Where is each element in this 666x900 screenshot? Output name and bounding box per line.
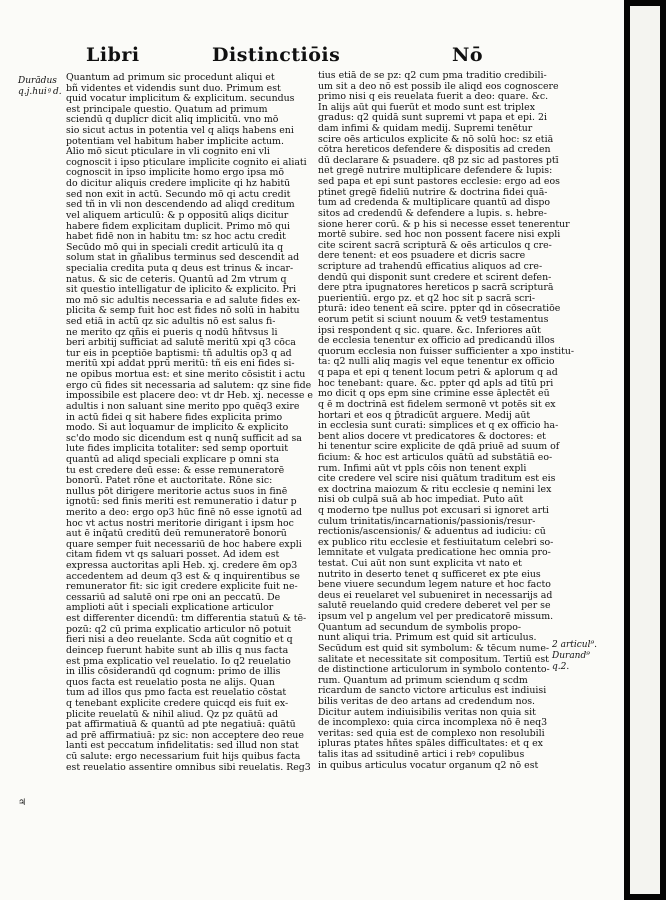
text-line: in ecclesia sunt curati: simplices et q ex officio ha-: [318, 420, 559, 432]
text-line: bent alios docere vt predicatores & doctores: et: [318, 430, 546, 442]
text-line: tum ad credenda & multiplicare quantū ad dispo: [318, 197, 551, 209]
header-left: Libri: [86, 44, 140, 66]
text-line: ex publico ritu ecclesie et festiuitatum celebri so-: [318, 536, 554, 548]
text-line: natus. & sic de ceteris. Quantū ad 2m vtrum q: [66, 273, 287, 285]
text-line: accedentem ad deum q3 est & q inquirentibus se: [66, 570, 300, 582]
margin-note-line: q.j.huiꝰ d.: [18, 87, 62, 97]
margin-note-line: 2 articul⁹.: [552, 640, 597, 650]
text-line: mo dicit q ops epm sine crimine esse āplectēt eū: [318, 388, 550, 400]
text-line: Alio mō sicut pticulare in vli cognito eni vli: [66, 146, 270, 158]
text-line: ad prē affirmatiuā: pz sic: non acceptere deo reue: [66, 729, 304, 741]
text-line: est principale questio. Quatum ad primum: [66, 103, 268, 115]
text-line: in quibus articulus vocatur organum q2 nō est: [318, 759, 539, 771]
text-line: ergo cū fides sit necessaria ad salutem: qz sine fide: [66, 379, 312, 391]
text-line: eorum petit si sciunt nouum & vet9 testamentus: [318, 314, 549, 326]
text-line: talis itas ad ssitudinē artici i rebꝰ copulibus: [318, 749, 525, 760]
text-line: ta: q2 nulli aliq magis vel eque tenentur ex officio: [318, 356, 555, 368]
text-line: tius etiā de se pz: q2 cum pma traditio credibili-: [318, 70, 547, 81]
text-line: meritū xpi addat pprū meritū: tñ eis eni fides si-: [66, 358, 295, 370]
text-line: ne opibus mortua est: et sine merito cōsistit i actu: [66, 369, 306, 381]
text-line: bene viuere secundum legem nature et hoc facto: [318, 579, 551, 591]
text-line: rum. Quantum ad primum sciendum q scdm: [318, 674, 528, 686]
text-line: cū salute: ergo necessarium fuit hijs quibus facta: [66, 751, 301, 762]
text-line: modo. Si aut loquamur de implicito & explicito: [66, 422, 289, 434]
text-line: cessariū ad salutē oni rpe oni an peccatū. De: [66, 591, 281, 603]
text-line: nisi ob culpā suā ab hoc impediat. Puto aūt: [318, 494, 524, 506]
left-text-column: [66, 72, 313, 773]
margin-note-line: q.2.: [552, 662, 570, 672]
text-line: est differenter dicendū: tm differentia statuū & tē-: [66, 613, 307, 625]
text-line: nunt aliqui tria. Primum est quid sit articulus.: [318, 632, 537, 644]
text-line: dere ptra ipugnatores hereticos p sacrā scripturā: [318, 282, 554, 294]
text-line: Secūdo mō qui in speciali credit articulū ita q: [66, 241, 284, 253]
text-line: rum. Infimi aūt vt ppls cōis non tenent expli: [318, 462, 527, 474]
text-line: sit questio intelligatur de iplicito & explicito. Pri: [66, 284, 297, 296]
text-line: do dicitur aliquis credere implicite qi hz habitū: [66, 178, 291, 190]
text-line: quos facta est reuelatio posta ne alijs. Quan: [66, 676, 275, 688]
text-line: lemnitate et vulgata predicatione hec omnia pro-: [318, 547, 551, 559]
text-line: hoc vt actus nostri meritorie dirigant i ipsm hoc: [66, 517, 294, 529]
text-line: cite credere vel scire nisi quātum traditum est eis: [318, 473, 556, 485]
next-page-edge: [624, 0, 666, 900]
text-line: Quantum ad primum sic procedunt aliqui et: [66, 72, 275, 83]
header-center: Distinctiōis: [212, 44, 341, 66]
text-line: Secūdum est quid sit symbolum: & tēcum nume-: [318, 642, 550, 654]
text-line: nutrito in deserto tenet q sufficeret ex pte eius: [318, 568, 541, 580]
text-line: Quantum ad secundum de symbolis propo-: [318, 621, 522, 633]
text-line: q tenebant explicite credere quicqd eis fuit ex-: [66, 697, 289, 709]
text-line: plicita & semp fuit hoc est fides nō solū in habitu: [66, 305, 300, 317]
text-line: expressa auctoritas apli Heb. xj. credere ēm op3: [66, 560, 298, 572]
text-line: sed etiā in actū qz sic adultis nō est salus fi-: [66, 316, 276, 328]
text-line: sc'do modo sic dicendum est q nunq̄ sufficit ad sa: [66, 432, 302, 444]
text-line: pat affirmatiuā & quantū ad pte negatiuā: quātū: [66, 719, 296, 731]
text-line: habere fidem explicitam duplicit. Primo mō qui: [66, 220, 291, 232]
text-line: veritas: sed quia est de complexo non resolubili: [318, 727, 545, 739]
text-line: in illis cōsiderandū qd cognum: primo de illis: [66, 666, 281, 678]
text-line: hi tenentur scire explicite de qdā priuē ad suum of: [318, 441, 560, 453]
text-line: sione herer corū. & p his si necesse esset tenerentur: [318, 218, 570, 230]
text-line: sciendū q duplicr dicit aliq implicitū. vno mō: [66, 114, 279, 126]
text-line: amplioti aūt i speciali explicatione articulor: [66, 602, 274, 614]
text-line: hortari et eos q p̄tradicūt arguere. Medij aūt: [318, 409, 531, 421]
text-line: tur eis in pceptiōe baptismi: tñ adultis op3 q ad: [66, 347, 292, 359]
text-line: um sit a deo nō est possib ile aliqd eos cognoscere: [318, 80, 559, 92]
text-line: quid vocatur implicitum & explicitum. secundus: [66, 93, 295, 105]
text-line: cite scirent sacrā scripturā & oēs articulos q cre-: [318, 239, 552, 251]
text-line: habet fidē non in habitu tm: sz hoc actu credit: [66, 231, 286, 243]
text-line: tu est credere deū esse: & esse remuneratorē: [66, 464, 285, 476]
text-line: de incomplexo: quia circa incomplexa nō ē neq3: [318, 717, 548, 729]
text-line: deincep fuerunt habite sunt ab illis q nus facta: [66, 644, 289, 656]
text-line: ipsum vel p angelum vel per predicatorē missum.: [318, 611, 554, 623]
text-line: cognoscit in ipso implicite homo ergo ipsa mō: [66, 167, 285, 179]
text-line: salutē reuelando quid credere deberet vel per se: [318, 600, 551, 612]
text-line: quorum ecclesia non fuisser sufficienter a xpo institu-: [318, 345, 575, 357]
page-edge-strip: [630, 6, 660, 894]
text-line: est reuelatio assentire omnibus sibi reuelatis. Reg3: [66, 761, 311, 773]
margin-note-line: Durand⁹: [552, 651, 590, 661]
text-line: bilis veritas de deo artans ad credendum nos.: [318, 695, 536, 707]
text-line: dendū qui disponit sunt credere et scirent defen-: [318, 271, 552, 283]
text-line: de ecclesia tenentur ex officio ad predicandū illos: [318, 335, 555, 347]
text-line: vel aliquem articulū: & p oppositū aliqs dicitur: [66, 209, 289, 221]
text-line: scire oēs articulos explicite & nō solū hoc: sz etiā: [318, 133, 554, 145]
text-line: lanti est peccatum infidelitatis: sed illud non stat: [66, 740, 299, 752]
margin-note-line: Durādus: [18, 76, 57, 86]
text-line: mo mō sic adultis necessaria e ad salute fides ex-: [66, 294, 301, 306]
text-line: de distinctione articulorum in symbolo contento-: [318, 664, 550, 676]
text-line: specialia credita puta q deus est trinus & incar-: [66, 262, 294, 274]
right-margin-note: [552, 640, 622, 673]
text-line: impossibile est placere deo: vt dr Heb. xj. necesse e: [66, 390, 313, 402]
text-line: net gregē nutrire multiplicare defendere & lupis:: [318, 165, 553, 177]
text-line: q papa et epi q tenent locum petri & aplorum q ad: [318, 367, 558, 379]
text-line: Dicitur autem indiuisibilis veritas non quia sit: [318, 706, 536, 718]
header-right: Nō: [452, 44, 484, 66]
text-line: sio sicut actus in potentia vel q aliqs habens eni: [66, 125, 294, 137]
text-line: merito a deo: ergo op3 hūc finē nō esse ignotū ad: [66, 506, 303, 518]
text-line: citam fidem vt qs saluari posset. Ad idem est: [66, 549, 280, 561]
text-line: pturā: ideo tenent eā scire. ppter qd in cōsecratiōe: [318, 303, 561, 315]
text-line: solum stat in gñalibus terminus sed descendit ad: [66, 252, 300, 264]
text-line: fieri nisi a deo reuelante. Scda aūt cognitio et q: [66, 634, 293, 646]
text-line: tum ad illos qus pmo facta est reuelatio cōstat: [66, 687, 287, 699]
text-line: nullus pōt dirigere meritorie actus suos in finē: [66, 485, 288, 497]
text-line: In alijs aūt qui fuerūt et modo sunt est triplex: [318, 101, 535, 113]
text-line: testat. Cui aūt non sunt explicita vt nato et: [318, 558, 522, 570]
text-line: ptinet gregē fideliū nutrire & doctrina fidei quā-: [318, 186, 548, 198]
text-line: bñ videntes et videndis sunt duo. Primum est: [66, 82, 281, 94]
text-line: quare semper fuit necessariū de hoc habere expli: [66, 538, 302, 550]
text-line: remunerator fit: sic igit credere explicite fuit ne-: [66, 581, 298, 593]
text-line: puerientiū. ergo pz. et q2 hoc sit p sacrā scri-: [318, 292, 536, 304]
text-line: plicite reuelatū & nihil aliud. Qz pz quātū ad: [66, 708, 279, 720]
text-line: salitate et necessitate sit compositum. Tertiū est: [318, 653, 549, 665]
text-line: ne merito qz qñis ei pueris q nodū hñtvsus li: [66, 326, 278, 338]
text-line: quantū ad aliqd speciali explicare p omni sta: [66, 453, 280, 465]
text-line: hoc tenebant: quare. &c. ppter qd apls ad tītū pri: [318, 377, 554, 389]
text-line: q moderno tpe nullus pot excusari si ignoret arti: [318, 504, 549, 516]
text-line: est pma explicatio vel reuelatio. Io q2 reuelatio: [66, 655, 291, 667]
text-line: potentiam vel habitum haber implicite actum.: [66, 135, 284, 147]
text-line: pozū: q2 cū prima explicatio articulor nō potuit: [66, 623, 292, 635]
text-line: sitos ad credendū & defendere a lupis. s. hebre-: [318, 207, 547, 219]
text-line: mortē subire. sed hoc non possent facere nisi expli: [318, 229, 561, 241]
text-line: gradus: q2 quidā sunt supremi vt papa et epi. 2i: [318, 112, 547, 124]
text-line: ex doctrina maiozum & ritu ecclesie q nemini lex: [318, 483, 552, 495]
text-line: beri arbitij sufficiat ad salutē meritū xpi q3 cōca: [66, 337, 296, 349]
text-line: culum trinitatis/incarnationis/passionis/resur-: [318, 515, 536, 527]
text-line: q ē m doctrinā est fidelem sermonē vt potēs sit ex: [318, 398, 556, 410]
left-margin-note: [18, 76, 64, 98]
text-line: ignotū: sed finis meriti est remuneratio i datur p: [66, 496, 297, 508]
page-mark: ♃: [18, 798, 27, 808]
text-line: cognoscit i ipso pticulare implicite cognito ei aliati: [66, 156, 307, 168]
text-line: sed papa et epi sunt pastores ecclesie: ergo ad eos: [318, 176, 560, 188]
text-line: primo nisi q eis reuelata fuerit a deo: quare. &c.: [318, 91, 549, 103]
text-line: sed non exit in actū. Secundo mō qi actu credit: [66, 188, 291, 200]
text-line: scripture ad trahendū efficatius aliquos ad cre-: [318, 260, 543, 272]
text-line: rectionis/ascensionis/ & aduentus ad iudiciu: cū: [318, 526, 546, 538]
text-line: dū declarare & psuadere. q8 pz sic ad pastores ptī: [318, 154, 559, 166]
text-line: deus ei reuelaret vel subueniret in necessarijs ad: [318, 589, 553, 601]
text-line: lute fides implicita totaliter: sed semp oportuit: [66, 443, 289, 455]
text-line: in actū fidei q sit habere fides explicita primo: [66, 411, 283, 423]
text-line: ficium: & hoc est articulos quātū ad substātiā eo-: [318, 451, 553, 463]
text-line: cōtra hereticos defendere & dispositis ad creden: [318, 144, 551, 156]
text-line: sed tñ in vli non descendendo ad aliqd creditum: [66, 199, 295, 211]
text-line: ipluras ptates hñtes spāles difficultates: et q ex: [318, 738, 543, 750]
text-line: ipsi respondent q sic. quare. &c. Inferiores aūt: [318, 324, 541, 336]
text-line: adultis i non saluant sine merito ppo quēq3 exire: [66, 400, 300, 412]
text-line: ricardum de sancto victore articulus est indiuisi: [318, 685, 547, 697]
text-line: aut ē inq̄atū creditū deū remuneratorē bonorū: [66, 528, 287, 540]
text-line: bonorū. Patet rōne et auctoritate. Rōne sic:: [66, 475, 273, 487]
text-line: dam infimi & quidam medij. Supremi tenētur: [318, 123, 533, 135]
text-line: dere tenent: et eos psuadere et dicris sacre: [318, 250, 526, 262]
